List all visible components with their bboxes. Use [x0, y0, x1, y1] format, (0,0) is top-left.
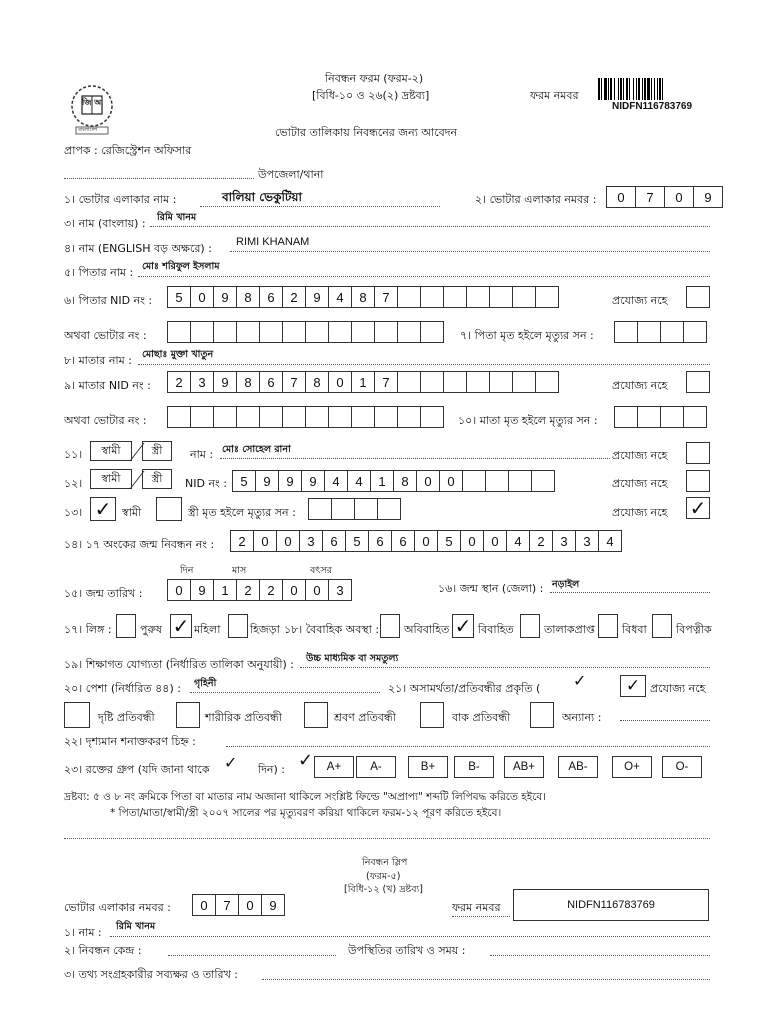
wife-option[interactable]: স্ত্রী	[142, 441, 172, 461]
digit-cell[interactable]	[328, 406, 352, 428]
field-7-label: ৭। পিতা মৃত হইলে মৃত্যুর সন :	[460, 329, 594, 342]
logo-text: জি অ	[82, 98, 102, 107]
blood-group-option[interactable]: AB-	[558, 756, 598, 778]
digit-cell[interactable]: 8	[393, 470, 417, 492]
disability-physical-label: শারীরিক প্রতিবন্ধী	[205, 711, 282, 724]
barcode-bar	[657, 78, 658, 100]
digit-cell[interactable]: 9	[301, 470, 325, 492]
digit-cell[interactable]: 3	[552, 530, 576, 552]
digit-cell[interactable]	[535, 286, 559, 308]
checkmark-icon: ✓	[172, 614, 190, 638]
disability-hearing-label: শ্রবণ প্রতিবন্ধী	[334, 711, 396, 724]
slip-name-label: ১। নাম :	[64, 926, 102, 939]
digit-cell[interactable]	[397, 321, 421, 343]
gender-hijra-label: হিজড়া	[250, 623, 280, 636]
barcode-bar	[644, 78, 646, 100]
barcode-bar	[626, 78, 628, 100]
digit-cell[interactable]	[397, 406, 421, 428]
field-18-label: ১৮। বৈবাহিক অবস্থা :	[284, 623, 380, 636]
digit-cell[interactable]: 3	[190, 371, 214, 393]
field-9-na-checkbox[interactable]	[686, 371, 710, 393]
digit-cell[interactable]	[397, 286, 421, 308]
barcode-bar	[623, 78, 624, 100]
husband-option[interactable]: স্বামী	[90, 469, 132, 489]
digit-cell[interactable]	[351, 321, 375, 343]
digit-cell[interactable]	[167, 406, 191, 428]
field-13-na-checkbox[interactable]	[686, 497, 710, 519]
disability-hearing-checkbox[interactable]	[304, 702, 328, 728]
dob-day-label: দিন	[180, 565, 194, 576]
slip-form-no-label: ফরম নমবর	[452, 901, 501, 914]
barcode-bar	[636, 78, 637, 100]
digit-cell[interactable]: 6	[322, 530, 346, 552]
field-12-spouse-type[interactable]	[90, 469, 180, 491]
father-nid-digits[interactable]	[167, 286, 558, 308]
field-13-label: স্ত্রী মৃত হইলে মৃত্যুর সন :	[188, 506, 296, 519]
field-6-na-checkbox[interactable]	[686, 286, 710, 308]
digit-cell[interactable]: 5	[232, 470, 256, 492]
field-6-label: ৬। পিতার NID নং :	[64, 294, 153, 307]
slip-area-label: ভোটার এলাকার নমবর :	[64, 901, 171, 914]
field-11-number: ১১।	[64, 448, 83, 461]
digit-cell[interactable]: 4	[347, 470, 371, 492]
gender-female-checkbox[interactable]	[170, 614, 192, 638]
form-subtitle: [বিধি-১০ ও ২৬(২) দ্রষ্টব্য]	[312, 89, 430, 102]
digit-cell[interactable]	[167, 321, 191, 343]
digit-cell[interactable]	[282, 406, 306, 428]
digit-cell[interactable]	[259, 321, 283, 343]
digit-cell[interactable]	[282, 321, 306, 343]
digit-cell[interactable]: 1	[213, 579, 237, 601]
mother-voter-digits[interactable]	[167, 406, 443, 428]
digit-cell[interactable]	[637, 321, 661, 343]
field-20-value[interactable]: গৃহিনী	[194, 678, 217, 689]
digit-cell[interactable]	[489, 371, 513, 393]
digit-cell[interactable]: 4	[598, 530, 622, 552]
checkmark-icon: ✓	[625, 675, 641, 696]
digit-cell[interactable]	[637, 406, 661, 428]
digit-cell[interactable]: 0	[282, 579, 306, 601]
digit-cell[interactable]: 0	[606, 186, 636, 208]
father-voter-label: অথবা ভোটার নং :	[64, 329, 147, 342]
barcode	[598, 78, 714, 100]
spouse-nid-digits[interactable]	[232, 470, 554, 492]
field-13-husband-label: স্বামী	[122, 506, 142, 519]
barcode-bar	[651, 78, 652, 100]
digit-cell[interactable]: 6	[368, 530, 392, 552]
digit-cell[interactable]	[683, 406, 707, 428]
digit-cell[interactable]: 6	[391, 530, 415, 552]
digit-cell[interactable]	[351, 406, 375, 428]
upazila-label: উপজেলা/থানা	[258, 168, 324, 181]
digit-cell[interactable]	[190, 321, 214, 343]
slip-title: নিবন্ধন স্লিপ	[362, 857, 408, 868]
digit-cell[interactable]: 0	[238, 894, 262, 916]
digit-cell[interactable]	[683, 321, 707, 343]
barcode-bar	[642, 78, 643, 100]
gender-hijra-checkbox[interactable]	[228, 614, 248, 638]
digit-cell[interactable]: 0	[190, 286, 214, 308]
blood-group-option[interactable]: O+	[612, 756, 652, 778]
digit-cell[interactable]	[374, 406, 398, 428]
digit-cell[interactable]	[305, 406, 329, 428]
field-13-digits[interactable]	[308, 498, 400, 520]
slip-form: (ফরম-৫)	[366, 871, 401, 882]
digit-cell[interactable]: 9	[261, 894, 285, 916]
disability-physical-checkbox[interactable]	[176, 702, 200, 728]
birth-reg-digits[interactable]	[230, 530, 621, 552]
slip-sign-label: ৩। তথ্য সংগ্রহকারীর সব্যক্ষর ও তারিখ :	[64, 968, 238, 981]
marital-widow-checkbox[interactable]	[598, 614, 618, 638]
field-13-number: ১৩।	[64, 506, 83, 519]
checkmark-icon: ✓	[224, 753, 238, 772]
gender-male-checkbox[interactable]	[116, 614, 136, 638]
digit-cell[interactable]: 2	[529, 530, 553, 552]
field-17-label: ১৭। লিঙ্গ :	[64, 623, 112, 636]
field-5-value[interactable]: মোঃ শরিফুল ইসলাম	[142, 261, 220, 272]
barcode-bar	[654, 78, 655, 100]
field-6-na-label: প্রযোজ্য নহে	[612, 294, 668, 307]
blood-group-option[interactable]: O-	[662, 756, 702, 778]
digit-cell[interactable]: 7	[635, 186, 665, 208]
digit-cell[interactable]: 2	[236, 579, 260, 601]
digit-cell[interactable]: 6	[259, 371, 283, 393]
field-16-label: ১৬। জন্ম স্থান (জেলা) :	[438, 582, 544, 595]
disability-na-label: প্রযোজ্য নহে	[650, 682, 706, 695]
digit-cell[interactable]	[328, 321, 352, 343]
digit-cell[interactable]	[462, 470, 486, 492]
disability-other-checkbox[interactable]	[530, 702, 554, 728]
digit-cell[interactable]: 0	[276, 530, 300, 552]
husband-option[interactable]: স্বামী	[90, 441, 132, 461]
digit-cell[interactable]: 2	[167, 371, 191, 393]
digit-cell[interactable]	[190, 406, 214, 428]
digit-cell[interactable]	[308, 498, 332, 520]
digit-cell[interactable]: 9	[255, 470, 279, 492]
digit-cell[interactable]	[420, 371, 444, 393]
digit-cell[interactable]	[377, 498, 401, 520]
digit-cell[interactable]	[420, 286, 444, 308]
field-21-label: ২১। অসামর্থতা/প্রতিবন্ধীর প্রকৃতি (	[388, 682, 541, 695]
checkmark-icon: ✓	[454, 614, 472, 638]
digit-cell[interactable]: 7	[282, 371, 306, 393]
field-11-value[interactable]: মোঃ সোহেল রানা	[222, 444, 291, 455]
slip-form-no: NIDFN116783769	[567, 899, 655, 911]
barcode-bar	[610, 78, 612, 100]
digit-cell[interactable]	[508, 470, 532, 492]
marital-widower-label: বিপত্নীক	[676, 623, 712, 636]
barcode-bar	[601, 78, 602, 100]
field-2-label: ২। ভোটার এলাকার নমবর :	[475, 193, 597, 206]
field-4-label: ৪। নাম (ENGLISH বড় অক্ষরে) :	[64, 242, 212, 255]
digit-cell[interactable]	[236, 321, 260, 343]
digit-cell[interactable]: 0	[414, 530, 438, 552]
digit-cell[interactable]: 9	[190, 579, 214, 601]
digit-cell[interactable]	[614, 321, 638, 343]
blood-group-option[interactable]: B+	[408, 756, 448, 778]
field-12-na-checkbox[interactable]	[686, 470, 710, 492]
digit-cell[interactable]: 0	[439, 470, 463, 492]
slip-center-label: ২। নিবন্ধন কেন্দ্র :	[64, 944, 142, 957]
digit-cell[interactable]: 0	[416, 470, 440, 492]
digit-cell[interactable]	[443, 371, 467, 393]
barcode-bar	[620, 78, 622, 100]
form-title: নিবন্ধন ফরম (ফরম-২)	[325, 72, 424, 85]
digit-cell[interactable]	[354, 498, 378, 520]
marital-married-checkbox[interactable]	[452, 614, 474, 638]
barcode-bar	[662, 78, 663, 100]
disability-visual-checkbox[interactable]	[64, 702, 90, 728]
digit-cell[interactable]: 7	[215, 894, 239, 916]
field-15-label: ১৫। জন্ম তারিখ :	[64, 587, 143, 600]
field-11-spouse-type[interactable]	[90, 441, 180, 463]
mother-nid-digits[interactable]	[167, 371, 558, 393]
field-20-label: ২০। পেশা (নির্ধারিত ৪৪) :	[64, 682, 181, 695]
digit-cell[interactable]: 9	[693, 186, 723, 208]
marital-divorced-checkbox[interactable]	[520, 614, 540, 638]
digit-cell[interactable]: 7	[374, 371, 398, 393]
application-title: ভোটার তালিকায় নিবন্ধনের জন্য আবেদন	[275, 126, 458, 139]
field-9-label: ৯। মাতার NID নং :	[64, 379, 151, 392]
digit-cell[interactable]	[485, 470, 509, 492]
blood-group-option[interactable]: B-	[454, 756, 494, 778]
field-16-value[interactable]: নড়াইল	[552, 579, 580, 590]
digit-cell[interactable]	[420, 406, 444, 428]
field-8-label: ৮। মাতার নাম :	[64, 354, 132, 367]
disability-speech-label: বাক প্রতিবন্ধী	[452, 711, 511, 724]
form-number-label: ফরম নমবর	[530, 89, 579, 102]
digit-cell[interactable]	[512, 371, 536, 393]
slip-date-label: উপস্থিতির তারিখ ও সময় :	[348, 944, 466, 957]
slip-rule: [বিধি-১২ (খ) দ্রষ্টব্য]	[344, 884, 423, 895]
field-9-na-label: প্রযোজ্য নহে	[612, 379, 668, 392]
field-3-label: ৩। নাম (বাংলায়) :	[64, 217, 146, 230]
disability-speech-checkbox[interactable]	[420, 702, 444, 728]
digit-cell[interactable]: 0	[305, 579, 329, 601]
digit-cell[interactable]: 0	[664, 186, 694, 208]
field-11-label: নাম :	[190, 448, 214, 461]
barcode-text: NIDFN116783769	[612, 101, 693, 112]
digit-cell[interactable]	[259, 406, 283, 428]
digit-cell[interactable]: 2	[282, 286, 306, 308]
field-13-na-label: প্রযোজ্য নহে	[612, 506, 668, 519]
wife-option[interactable]: স্ত্রী	[142, 469, 172, 489]
note-1: দ্রষ্টব্য: ৫ ও ৮ নং ক্রমিকে পিতা বা মাতার নাম অজানা থাকিলে সংশ্লিষ্ট ফিল্ডে "অপ্রাপ্য" শব্দটি লিপিবদ্ধ করিতে হইবে।	[64, 791, 547, 803]
digit-cell[interactable]: 3	[299, 530, 323, 552]
digit-cell[interactable]: 9	[278, 470, 302, 492]
dob-year-label: বৎসর	[310, 565, 332, 576]
field-12-number: ১২।	[64, 477, 83, 490]
gender-male-label: পুরুষ	[140, 623, 162, 636]
field-3-value[interactable]: রিমি খানম	[157, 212, 197, 223]
dob-month-label: মাস	[232, 565, 247, 576]
digit-cell[interactable]: 2	[259, 579, 283, 601]
digit-cell[interactable]: 8	[305, 371, 329, 393]
digit-cell[interactable]: 0	[460, 530, 484, 552]
checkmark-icon: ✓	[689, 496, 707, 520]
field-14-label: ১৪। ১৭ অংকের জন্ম নিবন্ধন নং :	[64, 538, 215, 551]
marital-widow-label: বিধবা	[622, 623, 647, 636]
digit-cell[interactable]	[512, 286, 536, 308]
barcode-bar	[638, 78, 640, 100]
field-1-label: ১। ভোটার এলাকার নাম :	[64, 193, 177, 206]
marital-married-label: বিবাহিত	[478, 623, 514, 636]
field-8-value[interactable]: মোছাঃ মুক্তা খাতুন	[142, 349, 214, 360]
digit-cell[interactable]	[660, 321, 684, 343]
field-4-value[interactable]: RIMI KHANAM	[236, 236, 310, 248]
digit-cell[interactable]	[397, 371, 421, 393]
slip-form-no-box	[513, 889, 709, 921]
digit-cell[interactable]: 0	[483, 530, 507, 552]
digit-cell[interactable]: 2	[230, 530, 254, 552]
digit-cell[interactable]: 0	[253, 530, 277, 552]
field-7-digits[interactable]	[614, 321, 706, 343]
field-12-na-label: প্রযোজ্য নহে	[612, 477, 668, 490]
barcode-bar	[608, 78, 609, 100]
marital-divorced-label: তালাকপ্রাপ্ত	[544, 623, 595, 636]
field-10-label: ১০। মাতা মৃত হইলে মৃত্যুর সন :	[458, 414, 598, 427]
digit-cell[interactable]: 4	[328, 286, 352, 308]
gender-female-label: মহিলা	[194, 623, 221, 636]
barcode-bar	[604, 78, 607, 100]
field-22-label: ২২। দৃশ্যমান শনাক্তকরণ চিহ্ন :	[64, 735, 196, 748]
digit-cell[interactable]	[420, 321, 444, 343]
field-12-label: NID নং :	[185, 477, 227, 490]
dob-digits[interactable]	[167, 579, 351, 601]
checkmark-icon: ✓	[94, 497, 112, 521]
digit-cell[interactable]: 1	[370, 470, 394, 492]
digit-cell[interactable]	[331, 498, 355, 520]
barcode-bar	[633, 78, 634, 100]
digit-cell[interactable]: 0	[192, 894, 216, 916]
digit-cell[interactable]: 4	[324, 470, 348, 492]
field-23-label-2: দিন) :	[258, 763, 285, 776]
slip-name-value[interactable]: রিমি খানম	[116, 921, 156, 932]
barcode-bar	[659, 78, 661, 100]
disability-na-checkbox[interactable]	[620, 675, 646, 697]
digit-cell[interactable]: 0	[328, 371, 352, 393]
barcode-bar	[614, 78, 615, 100]
field-5-label: ৫। পিতার নাম :	[64, 266, 134, 279]
digit-cell[interactable]: 3	[575, 530, 599, 552]
digit-cell[interactable]: 4	[506, 530, 530, 552]
father-voter-digits[interactable]	[167, 321, 443, 343]
field-10-digits[interactable]	[614, 406, 706, 428]
digit-cell[interactable]	[213, 321, 237, 343]
checkmark-icon: ✓	[298, 750, 314, 771]
barcode-bar	[598, 78, 600, 100]
field-1-value[interactable]: বালিয়া ভেকুটিয়া	[222, 190, 302, 204]
field-11-na-checkbox[interactable]	[686, 442, 710, 464]
digit-cell[interactable]: 3	[328, 579, 352, 601]
marital-widower-checkbox[interactable]	[652, 614, 672, 638]
disability-visual-label: দৃষ্টি প্রতিবন্ধী	[98, 711, 155, 724]
digit-cell[interactable]: 9	[213, 371, 237, 393]
digit-cell[interactable]: 9	[305, 286, 329, 308]
field-13-wife-checkbox[interactable]	[156, 497, 182, 521]
digit-cell[interactable]: 8	[236, 286, 260, 308]
digit-cell[interactable]	[305, 321, 329, 343]
digit-cell[interactable]	[466, 286, 490, 308]
marital-unmarried-checkbox[interactable]	[380, 614, 400, 638]
digit-cell[interactable]	[213, 406, 237, 428]
field-13-husband-checkbox[interactable]	[90, 497, 116, 521]
digit-cell[interactable]: 5	[345, 530, 369, 552]
digit-cell[interactable]	[489, 286, 513, 308]
digit-cell[interactable]: 9	[213, 286, 237, 308]
field-11-na-label: প্রযোজ্য নহে	[612, 449, 668, 462]
digit-cell[interactable]	[443, 286, 467, 308]
barcode-bar	[647, 78, 650, 100]
blood-group-option[interactable]: AB+	[504, 756, 544, 778]
digit-cell[interactable]: 8	[236, 371, 260, 393]
barcode-bar	[629, 78, 630, 100]
barcode-bar	[618, 78, 619, 100]
digit-cell[interactable]: 6	[259, 286, 283, 308]
note-2: * পিতা/মাতা/স্বামী/স্ত্রী ২০০৭ সালের পর মৃত্যুবরণ করিয়া থাকিলে ফরম-১২ পূরণ করিতে হইবে।	[110, 807, 502, 819]
blood-group-option[interactable]: A-	[356, 756, 396, 778]
field-19-label: ১৯। শিক্ষাগত যোগ্যতা (নির্ধারিত তালিকা অনুযায়ী) :	[64, 658, 294, 671]
marital-unmarried-label: অবিবাহিত	[404, 623, 450, 636]
digit-cell[interactable]	[660, 406, 684, 428]
digit-cell[interactable]	[535, 371, 559, 393]
digit-cell[interactable]	[531, 470, 555, 492]
mother-voter-label: অথবা ভোটার নং :	[64, 414, 147, 427]
field-2-digits[interactable]	[606, 186, 722, 208]
digit-cell[interactable]: 8	[351, 286, 375, 308]
logo-caption: বাংলাদেশ	[78, 127, 98, 133]
disability-other-label: অন্যান্য :	[562, 711, 602, 724]
digit-cell[interactable]	[614, 406, 638, 428]
field-19-value[interactable]: উচ্চ মাধ্যমিক বা সমতুল্য	[306, 653, 399, 664]
digit-cell[interactable]	[374, 321, 398, 343]
blood-group-option[interactable]: A+	[314, 756, 354, 778]
digit-cell[interactable]: 0	[167, 579, 191, 601]
digit-cell[interactable]	[466, 371, 490, 393]
checkmark-icon: ✓	[573, 671, 587, 690]
digit-cell[interactable]: 5	[437, 530, 461, 552]
digit-cell[interactable]	[236, 406, 260, 428]
digit-cell[interactable]: 7	[374, 286, 398, 308]
digit-cell[interactable]: 1	[351, 371, 375, 393]
digit-cell[interactable]: 5	[167, 286, 191, 308]
field-23-label: ২৩। রক্তের গ্রুপ (যদি জানা থাকে	[64, 763, 210, 776]
recipient-label: প্রাপক : রেজিস্ট্রেশন অফিসার	[64, 144, 192, 157]
slip-area-digits[interactable]	[192, 894, 284, 916]
